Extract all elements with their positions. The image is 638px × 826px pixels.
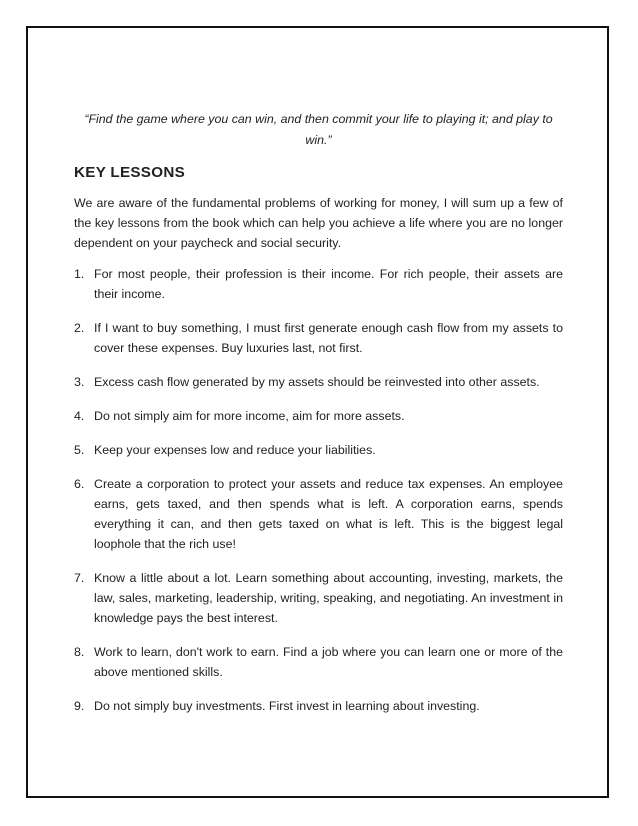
lesson-number: 3. bbox=[74, 375, 85, 389]
document-body bbox=[74, 109, 563, 730]
lesson-text: Do not simply aim for more income, aim for more assets. bbox=[94, 409, 405, 423]
lesson-number: 5. bbox=[74, 443, 85, 457]
lesson-text: Know a little about a lot. Learn something about accounting, investing, markets, the law, sales, marketing, leadership, writing, speaking, and negotiating. An investment in knowledge pays the best interest. bbox=[94, 571, 563, 625]
lesson-number: 8. bbox=[74, 645, 85, 659]
lesson-number: 6. bbox=[74, 477, 85, 491]
lesson-number: 7. bbox=[74, 571, 85, 585]
lesson-text: If I want to buy something, I must first generate enough cash flow from my assets to cover these expenses. Buy luxuries last, not first. bbox=[94, 321, 563, 355]
lesson-text: Keep your expenses low and reduce your liabilities. bbox=[94, 443, 376, 457]
lesson-item bbox=[74, 440, 563, 460]
lesson-item bbox=[74, 264, 563, 304]
lesson-text: Work to learn, don't work to earn. Find a job where you can learn one or more of the above mentioned skills. bbox=[94, 645, 563, 679]
lesson-item bbox=[74, 318, 563, 358]
lesson-number: 1. bbox=[74, 267, 85, 281]
lesson-item bbox=[74, 696, 563, 716]
lesson-text: Create a corporation to protect your assets and reduce tax expenses. An employee earns, gets taxed, and then spends what is left. A corporation earns, spends everything it can, and then gets taxed on what is left. This is the biggest legal loophole that the rich use! bbox=[94, 477, 563, 551]
intro-paragraph: We are aware of the fundamental problems of working for money, I will sum up a few of the key lessons from the book which can help you achieve a life where you are no longer dependent on your paycheck and social security. bbox=[74, 196, 563, 250]
quote: “Find the game where you can win, and then commit your life to playing it; and play to win.” bbox=[84, 112, 553, 147]
lesson-text: For most people, their profession is their income. For rich people, their assets are their income. bbox=[94, 267, 563, 301]
lessons-list bbox=[74, 264, 563, 716]
lesson-item bbox=[74, 642, 563, 682]
lesson-number: 2. bbox=[74, 321, 85, 335]
lesson-item bbox=[74, 406, 563, 426]
lesson-item bbox=[74, 568, 563, 628]
lesson-item bbox=[74, 372, 563, 392]
lesson-item bbox=[74, 474, 563, 554]
lesson-text: Do not simply buy investments. First invest in learning about investing. bbox=[94, 699, 480, 713]
lesson-text: Excess cash flow generated by my assets should be reinvested into other assets. bbox=[94, 375, 540, 389]
lesson-number: 4. bbox=[74, 409, 85, 423]
lesson-number: 9. bbox=[74, 699, 85, 713]
section-heading: KEY LESSONS bbox=[74, 164, 186, 181]
